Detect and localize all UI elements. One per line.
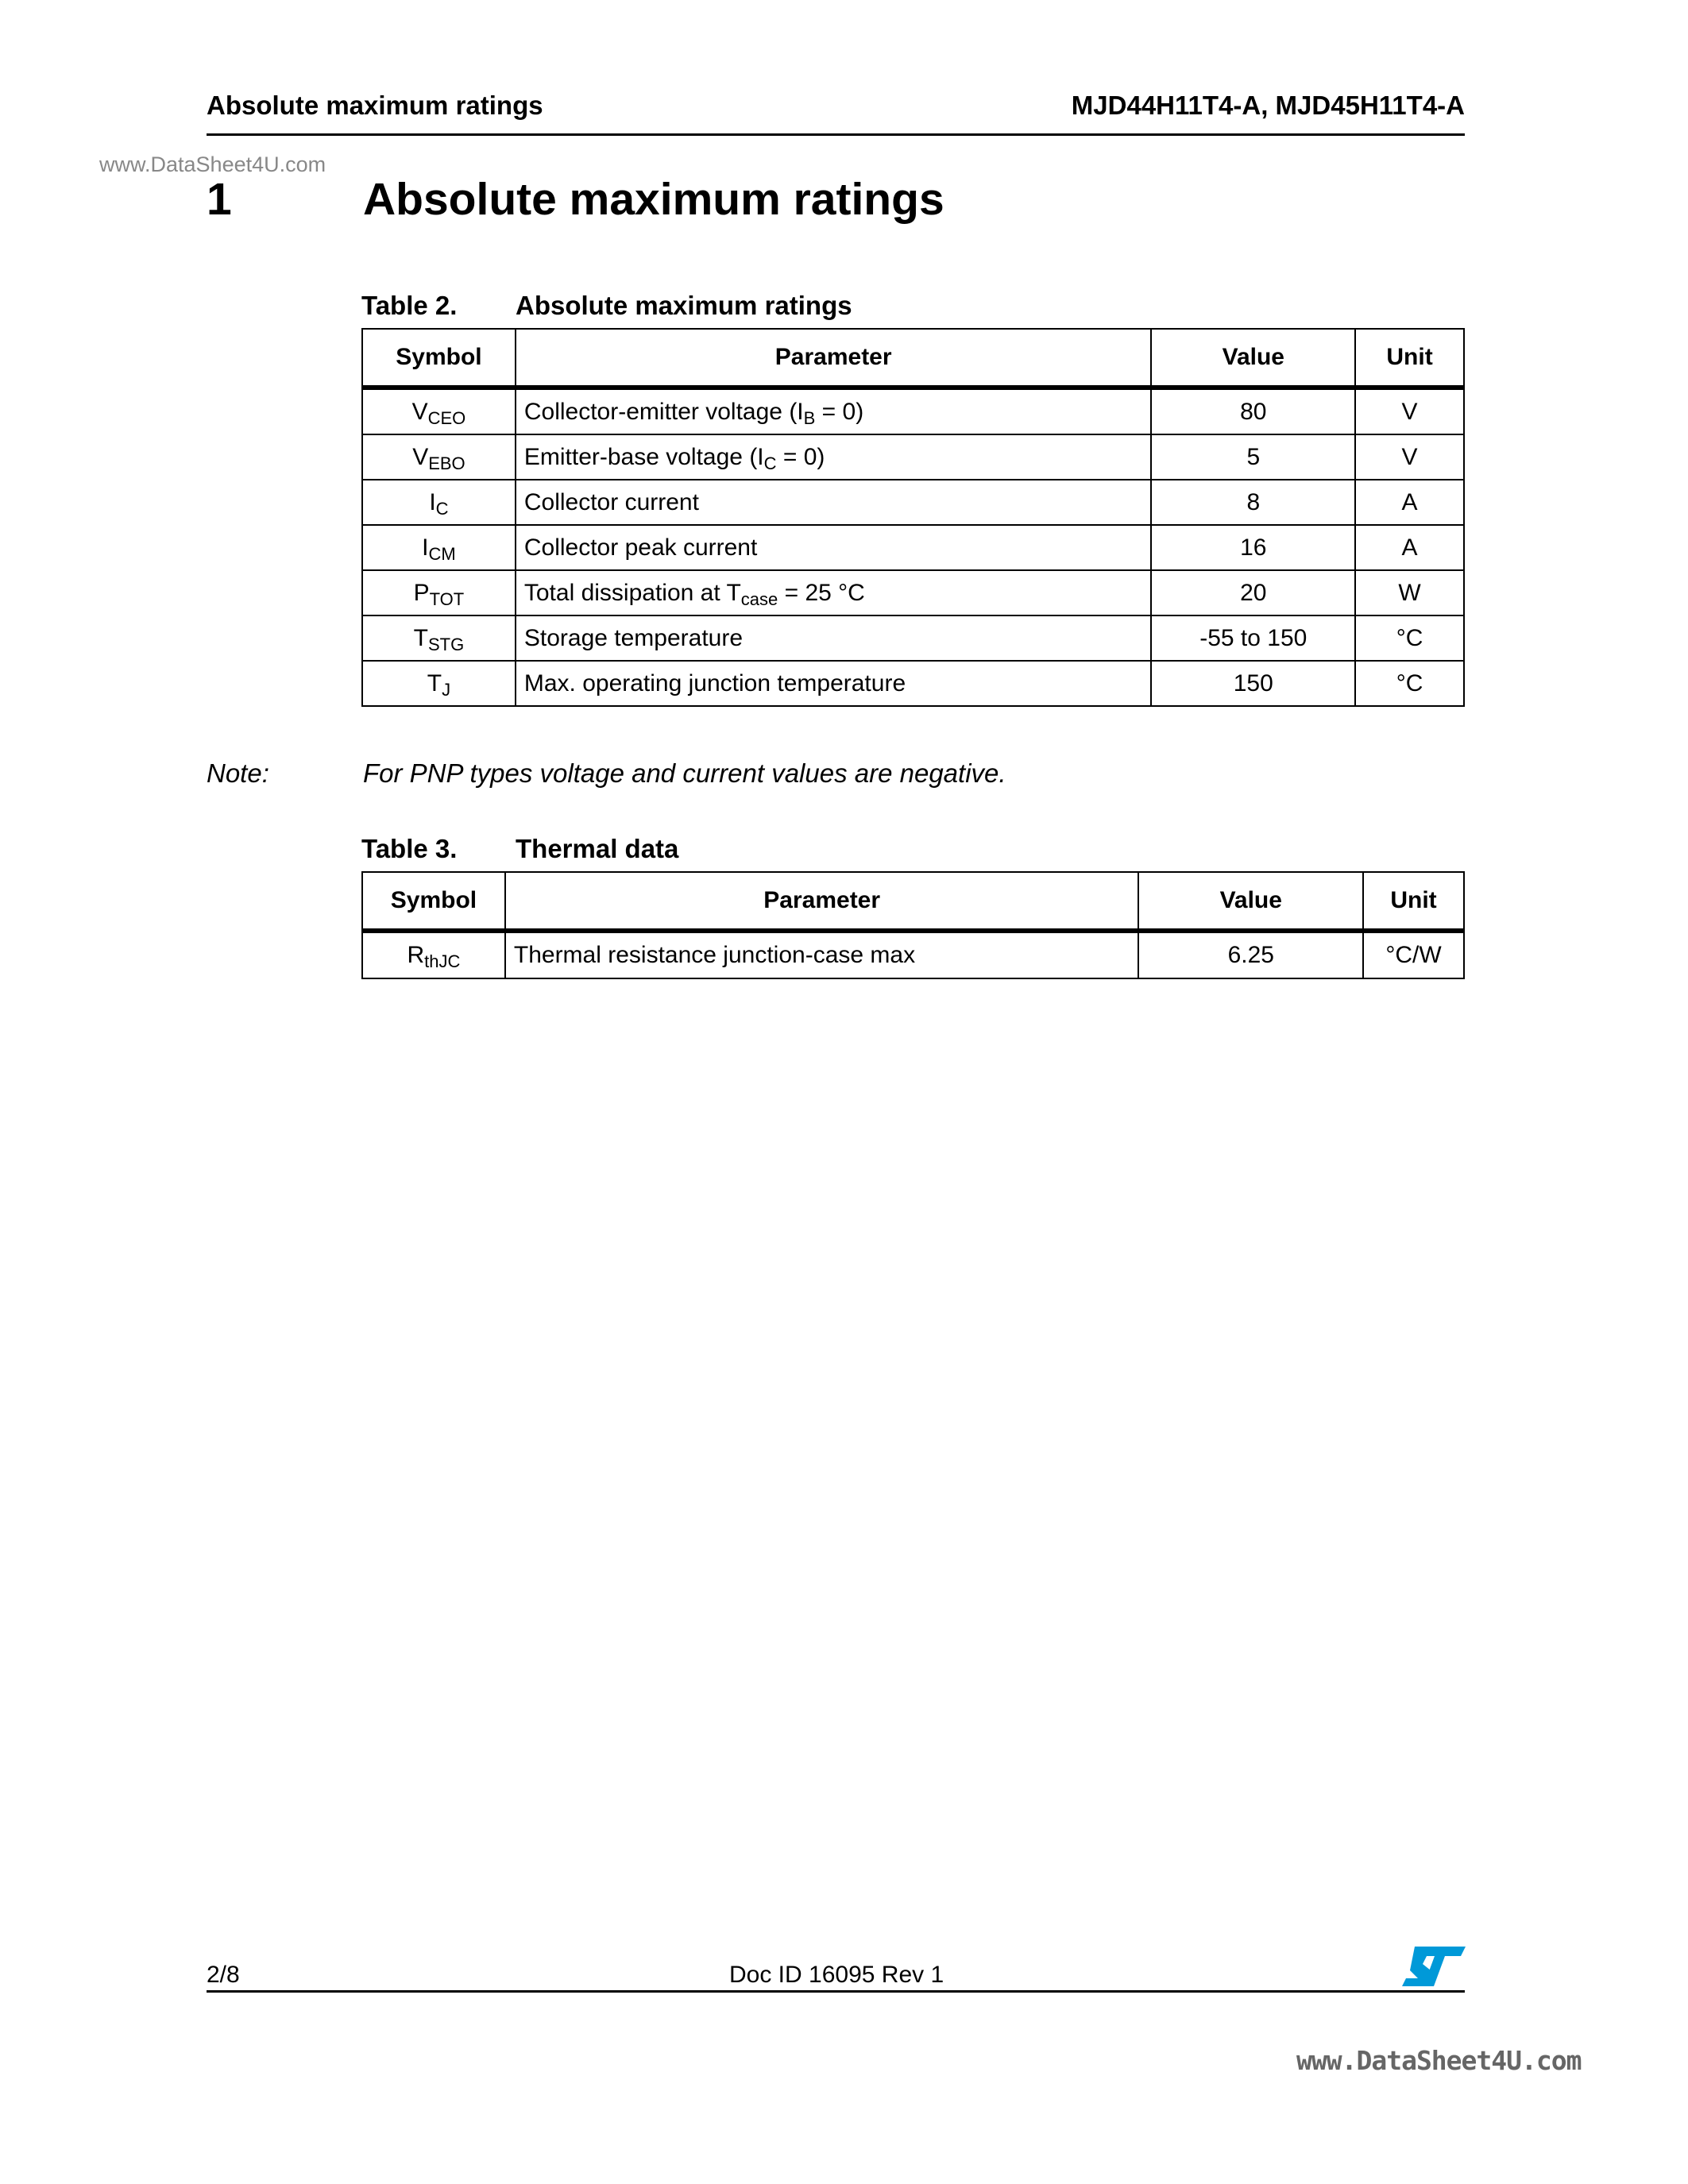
- symbol-cell: [362, 615, 516, 661]
- value-cell: 16: [1151, 525, 1355, 570]
- column-header: Parameter: [505, 872, 1139, 931]
- symbol-subscript: thJC: [424, 951, 461, 971]
- header-part-numbers: MJD44H11T4-A, MJD45H11T4-A: [1071, 91, 1465, 120]
- parameter-cell: [505, 931, 1139, 978]
- value-cell: 80: [1151, 388, 1355, 434]
- watermark-top: www.DataSheet4U.com: [99, 152, 326, 176]
- parameter: Collector-emitter voltage (I: [523, 398, 804, 425]
- symbol-subscript: J: [442, 679, 451, 700]
- column-header: Unit: [1363, 872, 1464, 931]
- table3: [361, 871, 1465, 979]
- section-title: Absolute maximum ratings: [363, 174, 944, 225]
- parameter-subscript: case: [740, 588, 778, 609]
- table3-label: Table 3.: [361, 834, 458, 863]
- value-cell: 150: [1151, 661, 1355, 706]
- unit-cell: °C/W: [1363, 931, 1464, 978]
- parameter-cell: [516, 615, 1152, 661]
- unit-cell: A: [1355, 480, 1464, 525]
- table3-title: Thermal data: [516, 834, 679, 863]
- parameter: Emitter-base voltage (I: [523, 443, 764, 470]
- symbol-subscript: TOT: [429, 588, 465, 609]
- column-header: Symbol: [362, 872, 505, 931]
- unit-cell: A: [1355, 525, 1464, 570]
- unit-cell: °C: [1355, 615, 1464, 661]
- symbol: R: [407, 942, 425, 968]
- parameter-tail: = 0): [776, 443, 825, 470]
- table-row: [362, 525, 1464, 570]
- note-label: Note:: [207, 758, 269, 788]
- parameter: Collector current: [523, 488, 699, 515]
- page-number: 2/8: [207, 1962, 240, 1988]
- table-row: [362, 570, 1464, 615]
- table-row: [362, 434, 1464, 480]
- symbol: P: [413, 579, 430, 606]
- note-text: For PNP types voltage and current values are negative.: [363, 758, 1006, 788]
- parameter-cell: [516, 525, 1152, 570]
- table-row: [362, 661, 1464, 706]
- value-cell: 6.25: [1138, 931, 1363, 978]
- table-row: [362, 388, 1464, 434]
- header-divider: [207, 133, 1465, 136]
- value-cell: 20: [1151, 570, 1355, 615]
- symbol: I: [429, 488, 436, 515]
- symbol-cell: [362, 434, 516, 480]
- section-number: 1: [207, 174, 232, 225]
- doc-id: Doc ID 16095 Rev 1: [729, 1962, 944, 1988]
- symbol-cell: [362, 388, 516, 434]
- column-header: Symbol: [362, 329, 516, 388]
- value-cell: 5: [1151, 434, 1355, 480]
- symbol-subscript: EBO: [428, 453, 465, 473]
- symbol-cell: [362, 661, 516, 706]
- parameter-cell: [516, 661, 1152, 706]
- parameter-tail: = 0): [815, 398, 864, 425]
- table2: [361, 328, 1465, 707]
- parameter-cell: [516, 434, 1152, 480]
- table2-title: Absolute maximum ratings: [516, 291, 852, 320]
- unit-cell: W: [1355, 570, 1464, 615]
- symbol-subscript: STG: [427, 634, 465, 654]
- unit-cell: V: [1355, 388, 1464, 434]
- symbol-cell: [362, 931, 505, 978]
- table-row: [362, 480, 1464, 525]
- parameter-cell: [516, 388, 1152, 434]
- parameter: Collector peak current: [523, 534, 758, 561]
- parameter-tail: = 25 °C: [778, 579, 865, 606]
- watermark-bottom: www.DataSheet4U.com: [1296, 2045, 1582, 2076]
- column-header: Value: [1138, 872, 1363, 931]
- value-cell: 8: [1151, 480, 1355, 525]
- table-row: [362, 615, 1464, 661]
- parameter-cell: [516, 570, 1152, 615]
- symbol: V: [411, 398, 428, 425]
- unit-cell: °C: [1355, 661, 1464, 706]
- symbol-cell: [362, 525, 516, 570]
- symbol-subscript: CM: [428, 543, 456, 564]
- symbol-cell: [362, 480, 516, 525]
- st-logo-icon: [1402, 1947, 1466, 1986]
- unit-cell: V: [1355, 434, 1464, 480]
- column-header: Value: [1151, 329, 1355, 388]
- symbol: I: [422, 534, 429, 561]
- parameter: Total dissipation at T: [523, 579, 741, 606]
- symbol: T: [427, 669, 442, 696]
- header-section-title: Absolute maximum ratings: [207, 91, 543, 120]
- parameter-cell: [516, 480, 1152, 525]
- value-cell: -55 to 150: [1151, 615, 1355, 661]
- parameter: Thermal resistance junction-case max: [513, 942, 916, 968]
- symbol-subscript: CEO: [427, 407, 466, 428]
- symbol-cell: [362, 570, 516, 615]
- parameter: Storage temperature: [523, 624, 744, 651]
- symbol-subscript: C: [435, 498, 449, 519]
- table-row: [362, 931, 1464, 978]
- symbol: T: [413, 624, 428, 651]
- parameter-subscript: C: [763, 453, 777, 473]
- parameter: Max. operating junction temperature: [523, 669, 906, 696]
- symbol: V: [412, 443, 429, 470]
- parameter-subscript: B: [803, 407, 816, 428]
- table2-label: Table 2.: [361, 291, 458, 320]
- column-header: Parameter: [516, 329, 1152, 388]
- column-header: Unit: [1355, 329, 1464, 388]
- footer-divider: [207, 1990, 1465, 1993]
